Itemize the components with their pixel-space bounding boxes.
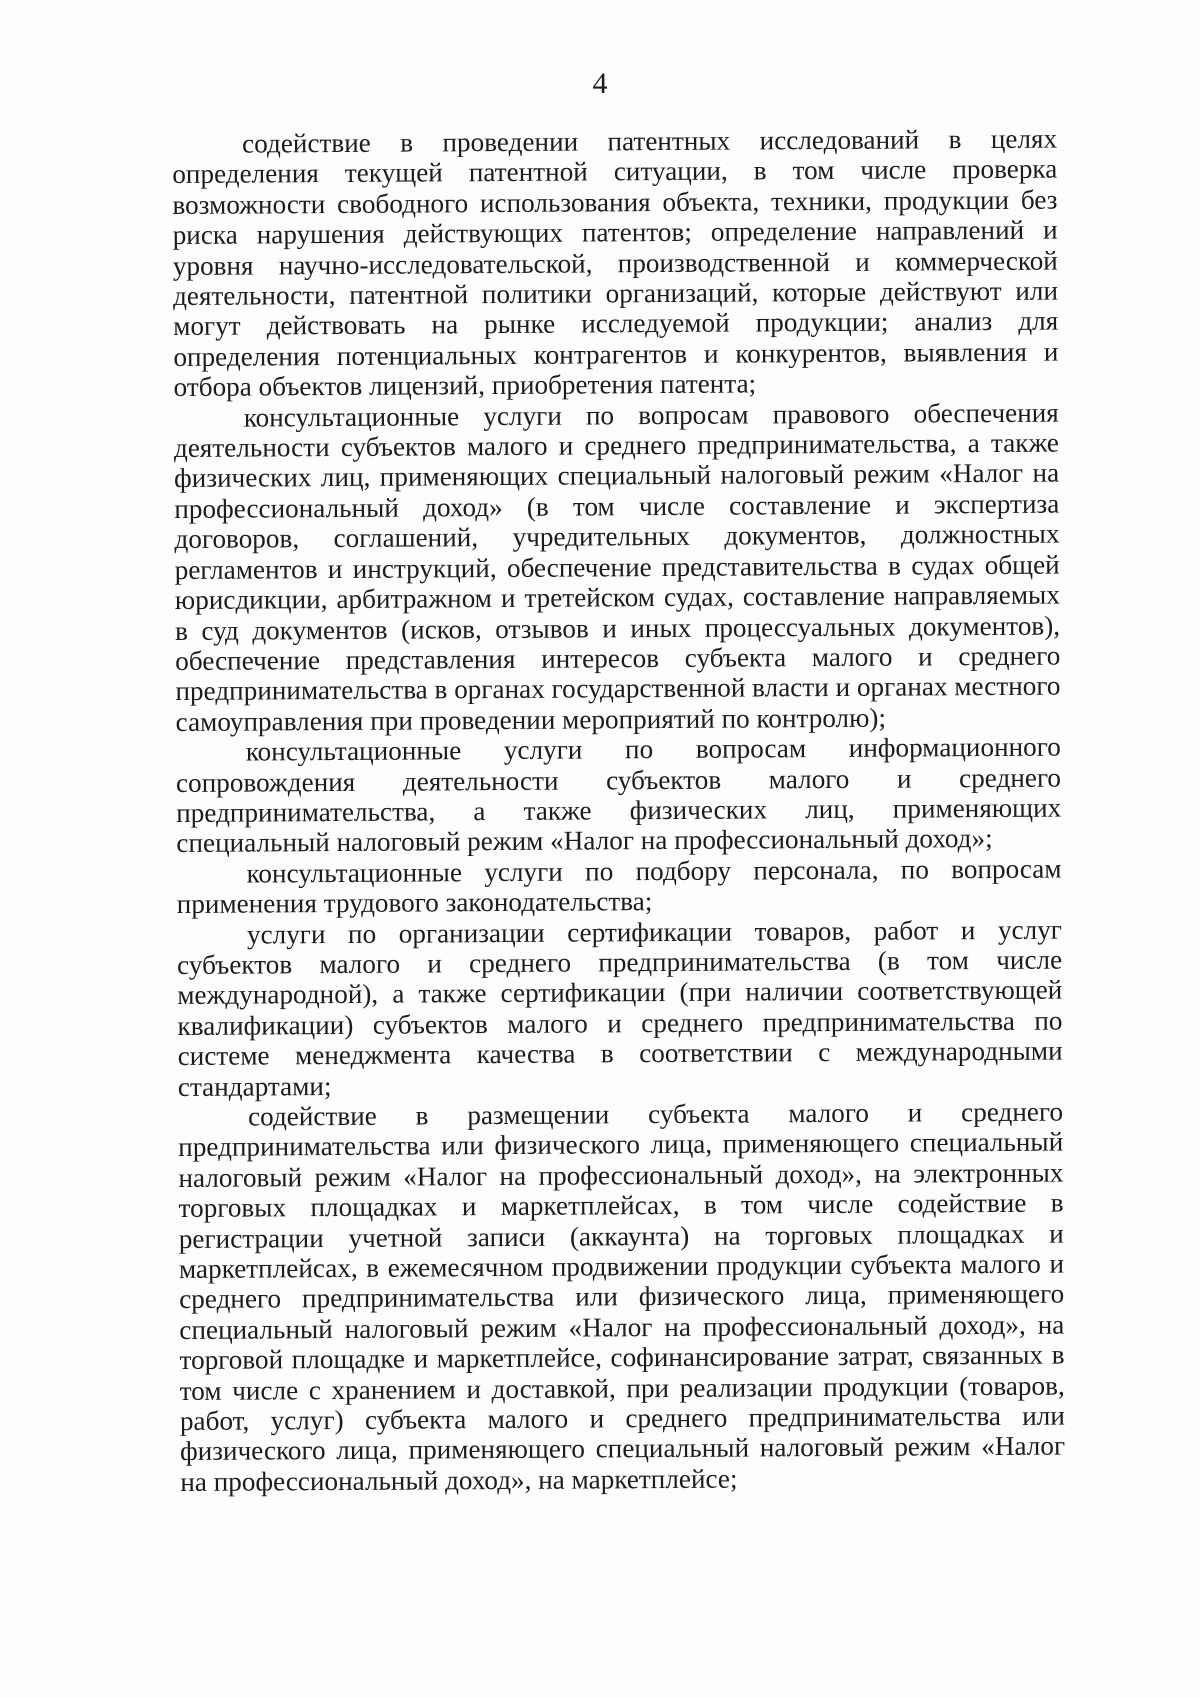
paragraph-legal-consulting: консультационные услуги по вопросам правового обеспечения деятельности субъектов малого и среднего предпринимательства, а также физических лиц, применяющих специальный налоговый режим «Налог на профессиональный доход» (в том числе составление и экспертиза договоров, соглашений, учредительных документов, должностных регламентов и инструкций, обеспечение представительства в судах общей юрисдикции, арбитражном и третейском судах, составление направляемых в суд документов (исков, отзывов и иных процессуальных документов), обеспечение представления интересов субъекта малого и среднего предпринимательства в органах государственной власти и органах местного самоуправления при проведении мероприятий по контролю); [173, 397, 1061, 737]
paragraph-marketplace-placement: содействие в размещении субъекта малого и среднего предпринимательства или физического лица, применяющего специальный налоговый режим «Налог на профессиональный доход», на электронных торговых площадках и маркетплейсах, в том числе содействие в регистрации учетной записи (аккаунта) на торговых площадках и маркетплейсах, в ежемесячном продвижении продукции субъекта малого и среднего предпринимательства или физического лица, применяющего специальный налоговый режим «Налог на профессиональный доход», на торговой площадке и маркетплейсе, софинансирование затрат, связанных в том числе с хранением и доставкой, при реализации продукции (товаров, работ, услуг) субъекта малого и среднего предпринимательства или физического лица, применяющего специальный налоговый режим «Налог на профессиональный доход», на маркетплейсе; [178, 1096, 1066, 1497]
paragraph-personnel-consulting: консультационные услуги по подбору персонала, по вопросам применения трудового законодательства; [176, 853, 1062, 920]
paragraph-certification-services: услуги по организации сертификации товаров, работ и услуг субъектов малого и среднего предпринимательства (в том числе международной), а также сертификации (при наличии соответствующей квалификации) субъектов малого и среднего предпринимательства по системе менеджмента качества в соответствии с международными стандартами; [177, 914, 1063, 1102]
paragraph-information-support: консультационные услуги по вопросам информационного сопровождения деятельности субъектов малого и среднего предпринимательства, а также физических лиц, применяющих специальный налоговый режим «Налог на профессиональный доход»; [175, 731, 1062, 859]
document-body [172, 124, 1065, 1498]
paragraph-patent-research: содействие в проведении патентных исследований в целях определения текущей патентной ситуации, в том числе проверка возможности свободного использования объекта, техники, продукции без риска нарушения действующих патентов; определение направлений и уровня научно-исследовательской, производственной и коммерческой деятельности, патентной политики организаций, которые действуют или могут действовать на рынке исследуемой продукции; анализ для определения потенциальных контрагентов и конкурентов, выявления и отбора объектов лицензий, приобретения патента; [172, 123, 1059, 403]
page-number: 4 [592, 67, 608, 100]
